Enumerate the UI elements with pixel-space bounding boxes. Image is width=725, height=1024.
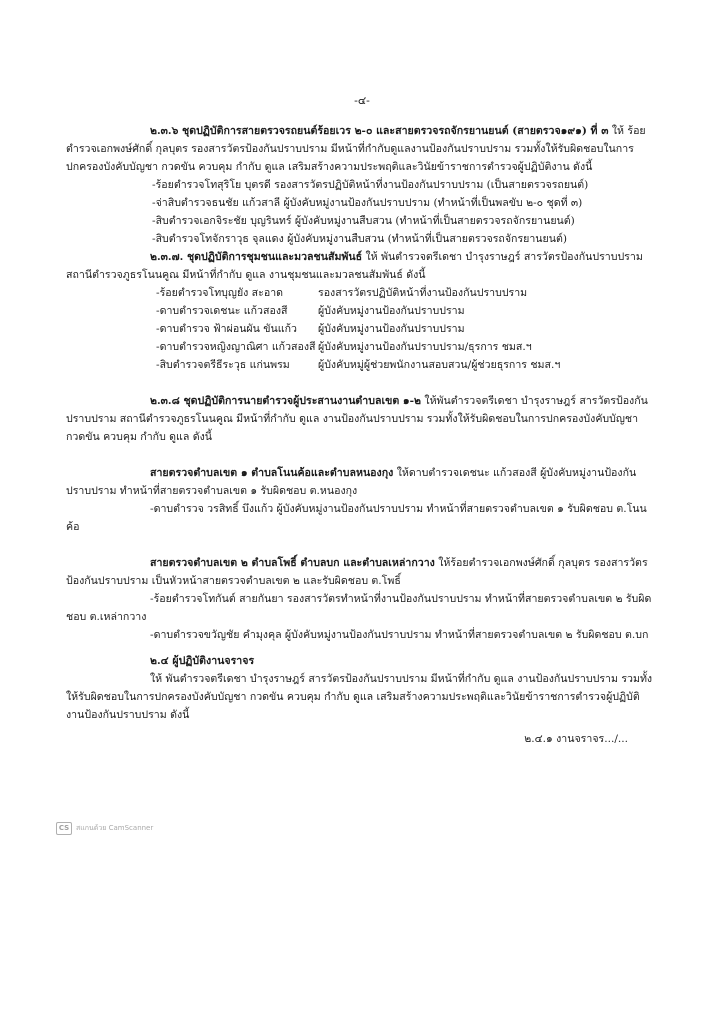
page-number: -๔- bbox=[354, 94, 370, 107]
member-name: -ดาบตำรวจหญิงญาณิศา แก้วสองสี bbox=[156, 341, 316, 353]
zone-1-member: -ดาบตำรวจ วรสิทธิ์ บึงแก้ว ผู้บังคับหมู่งานป้องกันปราบปราม ทำหน้าที่สายตรวจตำบลเขต ๑ รับผิดชอบ ต.โนนค้อ bbox=[66, 503, 647, 533]
section-2-3-6-heading: ๒.๓.๖ ชุดปฏิบัติการสายตรวจรถยนต์ร้อยเวร ๒-๐ และสายตรวจรถจักรยานยนต์ (สายตรวจ๑๙๑) ที่ ๓ bbox=[150, 125, 609, 137]
section-2-3-7-heading: ๒.๓.๗. ชุดปฏิบัติการชุมชนและมวลชนสัมพันธ์ bbox=[150, 251, 363, 263]
spacer bbox=[66, 446, 658, 464]
member-role: ผู้บังคับหมู่งานป้องกันปราบปราม bbox=[318, 323, 465, 335]
spacer bbox=[66, 374, 658, 392]
section-2-4-heading: ๒.๔ ผู้ปฏิบัติงานจราจร bbox=[150, 655, 255, 667]
section-2-3-6-member: -สิบตำรวจโทจักราวุธ จุลแดง ผู้บังคับหมู่งานสืบสวน (ทำหน้าที่เป็นสายตรวจรถจักรยานยนต์) bbox=[152, 233, 567, 245]
section-2-3-8-body: ให้พันตำรวจตรีเดชา บำรุงราษฎร์ สารวัตรป้องกันปราบปราม สถานีตำรวจภูธรโนนคูณ มีหน้าที่กำกับ ดูแล งานป้องกันปราบปราม รวมทั้งให้รับผิดชอบในการปกครองบังคับบัญชา กวดขัน ควบคุม กำกับ ดูแล ดังนี้ bbox=[66, 395, 648, 443]
section-2-3-6-body: ให้ ร้อยตำรวจเอกพงษ์ศักดิ์ กุลบุตร รองสารวัตรป้องกันปราบปราม มีหน้าที่กำกับดูแลงานป้องกันปราบปราม รวมทั้งให้รับผิดชอบในการปกครองบังคับบัญชา กวดขัน ควบคุม กำกับ ดูแล เสริมสร้างความประพฤติและวินัยข้าราชการตำรวจผู้ปฏิบัติงาน ดังนี้ bbox=[66, 125, 646, 173]
section-2-3-8-heading: ๒.๓.๘ ชุดปฏิบัติการนายตำรวจผู้ประสานงานตำบลเขต ๑-๒ bbox=[150, 395, 422, 407]
section-2-3-7 bbox=[66, 248, 658, 284]
section-2-3-6-member: -สิบตำรวจเอกจิระชัย บุญรินทร์ ผู้บังคับหมู่งานสืบสวน (ทำหน้าที่เป็นสายตรวจรถจักรยานยนต์) bbox=[152, 215, 575, 227]
scanner-watermark-text: สแกนด้วย CamScanner bbox=[76, 824, 154, 832]
zone-1 bbox=[66, 464, 658, 500]
member-name: -ร้อยตำรวจโทบุญยัง สะอาด bbox=[156, 287, 284, 299]
section-2-3-7-member bbox=[66, 302, 658, 320]
member-role: ผู้บังคับหมู่ผู้ช่วยพนักงานสอบสวน/ผู้ช่วยธุรการ ชมส.ฯ bbox=[318, 359, 561, 371]
section-2-3-6 bbox=[66, 122, 658, 176]
section-2-3-8 bbox=[66, 392, 658, 446]
zone-2-body: ให้ร้อยตำรวจเอกพงษ์ศักดิ์ กุลบุตร รองสารวัตรป้องกันปราบปราม เป็นหัวหน้าสายตรวจตำบลเขต ๒ และรับผิดชอบ ต.โพธิ์ bbox=[66, 557, 648, 587]
section-2-3-7-member bbox=[66, 356, 658, 374]
member-role: รองสารวัตรปฏิบัติหน้าที่งานป้องกันปราบปราม bbox=[318, 287, 528, 299]
section-2-3-7-body: ให้ พันตำรวจตรีเดชา บำรุงราษฎร์ สารวัตรป้องกันปราบปราม สถานีตำรวจภูธรโนนคูณ มีหน้าที่กำกับ ดูแล งานชุมชนและมวลชนสัมพันธ์ ดังนี้ bbox=[66, 251, 643, 281]
zone-1-body: ให้ดาบตำรวจเดชนะ แก้วสองสี ผู้บังคับหมู่งานป้องกันปราบปราม ทำหน้าที่สายตรวจตำบลเขต ๑ รับผิดชอบ ต.หนองกุง bbox=[66, 467, 637, 497]
section-2-4-body: ให้ พันตำรวจตรีเดชา บำรุงราษฎร์ สารวัตรป้องกันปราบปราม มีหน้าที่กำกับ ดูแล งานป้องกันปราบปราม รวมทั้งให้รับผิดชอบในการปกครองบังคับบัญชา กวดขัน ควบคุม กำกับ ดูแล เสริมสร้างความประพฤติและวินัยข้าราชการตำรวจผู้ปฏิบัติงานป้องกันปราบปราม ดังนี้ bbox=[66, 673, 653, 721]
spacer bbox=[66, 644, 658, 652]
spacer bbox=[66, 536, 658, 554]
member-role: ผู้บังคับหมู่งานป้องกันปราบปราม bbox=[318, 305, 465, 317]
section-2-4 bbox=[66, 652, 658, 670]
section-2-3-6-member: -ร้อยตำรวจโทสุริโย บุตรดี รองสารวัตรปฏิบัติหน้าที่งานป้องกันปราบปราม (เป็นสายตรวจรถยนต์) bbox=[152, 179, 589, 191]
zone-2-heading: สายตรวจตำบลเขต ๒ ตำบลโพธิ์ ตำบลบก และตำบลเหล่ากวาง bbox=[150, 557, 435, 569]
zone-2-member: -ดาบตำรวจขวัญชัย คำมุงคุล ผู้บังคับหมู่งานป้องกันปราบปราม ทำหน้าที่สายตรวจตำบลเขต ๒ รับผิดชอบ ต.บก bbox=[150, 629, 649, 641]
zone-2 bbox=[66, 554, 658, 590]
zone-1-heading: สายตรวจตำบลเขต ๑ ตำบลโนนค้อและตำบลหนองกุง bbox=[150, 467, 394, 479]
section-2-3-7-member bbox=[66, 320, 658, 338]
scanner-watermark bbox=[56, 822, 153, 835]
member-name: -สิบตำรวจตรีธีระวุธ แก่นพรม bbox=[156, 359, 290, 371]
member-name: -ดาบตำรวจเดชนะ แก้วสองสี bbox=[156, 305, 288, 317]
zone-2-member: -ร้อยตำรวจโทกันต์ สายกันยา รองสารวัตรทำหน้าที่งานป้องกันปราบปราม ทำหน้าที่สายตรวจตำบลเขต ๒ รับผิดชอบ ต.เหล่ากวาง bbox=[66, 593, 652, 623]
continuation-note: ๒.๔.๑ งานจราจร.../... bbox=[524, 733, 628, 745]
document-body bbox=[66, 92, 658, 748]
section-2-3-7-member bbox=[66, 338, 658, 356]
camscanner-logo-icon: CS bbox=[56, 822, 72, 835]
section-2-3-7-member bbox=[66, 284, 658, 302]
section-2-3-6-member: -จ่าสิบตำรวจธนชัย แก้วสาลี ผู้บังคับหมู่งานป้องกันปราบปราม (ทำหน้าที่เป็นพลขับ ๒-๐ ชุดที่ ๓) bbox=[152, 197, 583, 209]
member-name: -ดาบตำรวจ ฟ้าผ่อนผัน ขันแก้ว bbox=[156, 323, 297, 335]
member-role: ผู้บังคับหมู่งานป้องกันปราบปราม/ธุรการ ชมส.ฯ bbox=[318, 341, 532, 353]
